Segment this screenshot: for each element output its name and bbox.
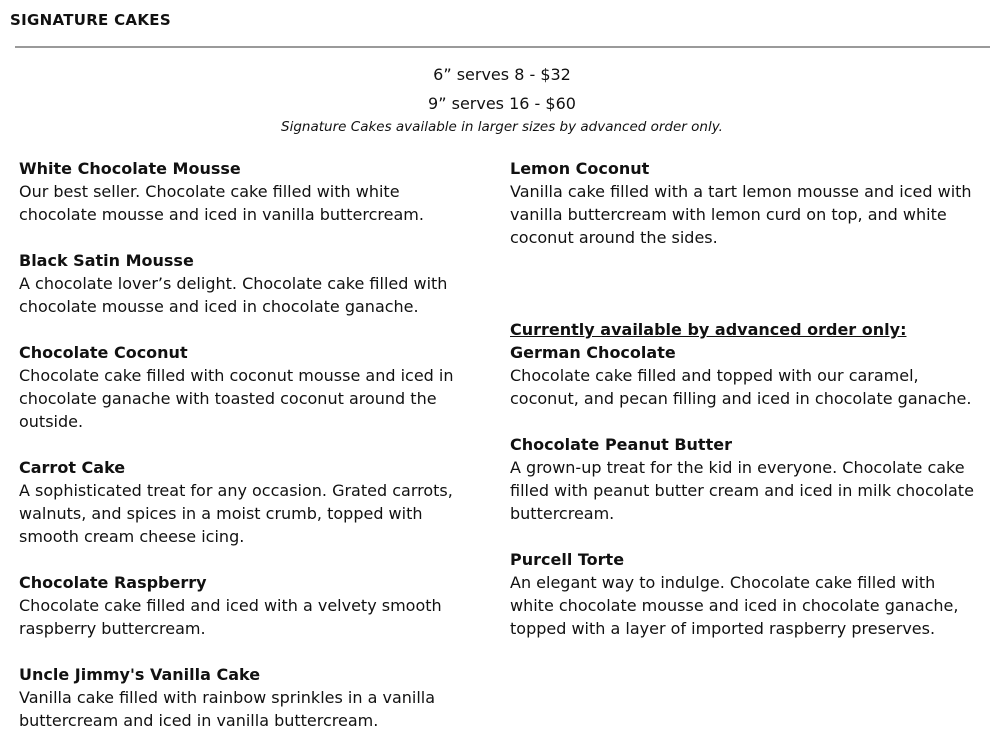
price-9-inch: 9” serves 16 - $60 xyxy=(428,94,576,113)
price-6-inch: 6” serves 8 - $32 xyxy=(433,65,571,84)
cake-name: Chocolate Coconut xyxy=(19,343,188,362)
cake-name: Chocolate Peanut Butter xyxy=(510,435,732,454)
cake-description: Our best seller. Chocolate cake filled with white chocolate mousse and iced in vanilla buttercream. xyxy=(19,182,424,224)
cake-description: A grown-up treat for the kid in everyone. Chocolate cake filled with peanut butter cream and iced in milk chocolate buttercream. xyxy=(510,458,974,523)
cake-item-lemon-coconut xyxy=(510,157,995,249)
cake-name: Chocolate Raspberry xyxy=(19,573,207,592)
cake-description: An elegant way to indulge. Chocolate cake filled with white chocolate mousse and iced in chocolate ganache, topped with a layer of imported raspberry preserves. xyxy=(510,573,959,638)
cake-item-uncle-jimmys-vanilla xyxy=(19,663,489,732)
cake-description: Vanilla cake filled with rainbow sprinkles in a vanilla buttercream and iced in vanilla buttercream. xyxy=(19,688,436,730)
header-divider xyxy=(15,46,990,48)
cake-name: White Chocolate Mousse xyxy=(19,159,241,178)
cake-item-chocolate-peanut-butter xyxy=(510,433,995,525)
cake-item-german-chocolate xyxy=(510,341,995,410)
cake-name: German Chocolate xyxy=(510,343,676,362)
cake-description: Chocolate cake filled with coconut mousse and iced in chocolate ganache with toasted coconut around the outside. xyxy=(19,366,454,431)
cake-description: A chocolate lover’s delight. Chocolate cake filled with chocolate mousse and iced in chocolate ganache. xyxy=(19,274,448,316)
cake-item-purcell-torte xyxy=(510,548,995,640)
pricing-note: Signature Cakes available in larger sizes by advanced order only. xyxy=(281,119,723,135)
cake-item-white-chocolate-mousse xyxy=(19,157,489,226)
cake-description: Vanilla cake filled with a tart lemon mousse and iced with vanilla buttercream with lemon curd on top, and white coconut around the sides. xyxy=(510,182,972,247)
cake-item-chocolate-coconut xyxy=(19,341,489,433)
cake-item-chocolate-raspberry xyxy=(19,571,489,640)
page-title: SIGNATURE CAKES xyxy=(10,11,171,29)
right-cake-column xyxy=(510,157,995,663)
advanced-order-heading: Currently available by advanced order only: xyxy=(510,320,907,339)
cake-description: Chocolate cake filled and topped with our caramel, coconut, and pecan filling and iced in chocolate ganache. xyxy=(510,366,972,408)
cake-name: Uncle Jimmy's Vanilla Cake xyxy=(19,665,261,684)
column-spacer xyxy=(510,272,995,318)
cake-name: Carrot Cake xyxy=(19,458,126,477)
pricing-block xyxy=(0,60,1000,136)
cake-name: Lemon Coconut xyxy=(510,159,650,178)
cake-item-black-satin-mousse xyxy=(19,249,489,318)
cake-name: Black Satin Mousse xyxy=(19,251,194,270)
cake-description: Chocolate cake filled and iced with a velvety smooth raspberry buttercream. xyxy=(19,596,442,638)
cake-item-carrot-cake xyxy=(19,456,489,548)
left-cake-column xyxy=(19,157,489,755)
cake-name: Purcell Torte xyxy=(510,550,625,569)
cake-description: A sophisticated treat for any occasion. Grated carrots, walnuts, and spices in a moist crumb, topped with smooth cream cheese icing. xyxy=(19,481,453,546)
